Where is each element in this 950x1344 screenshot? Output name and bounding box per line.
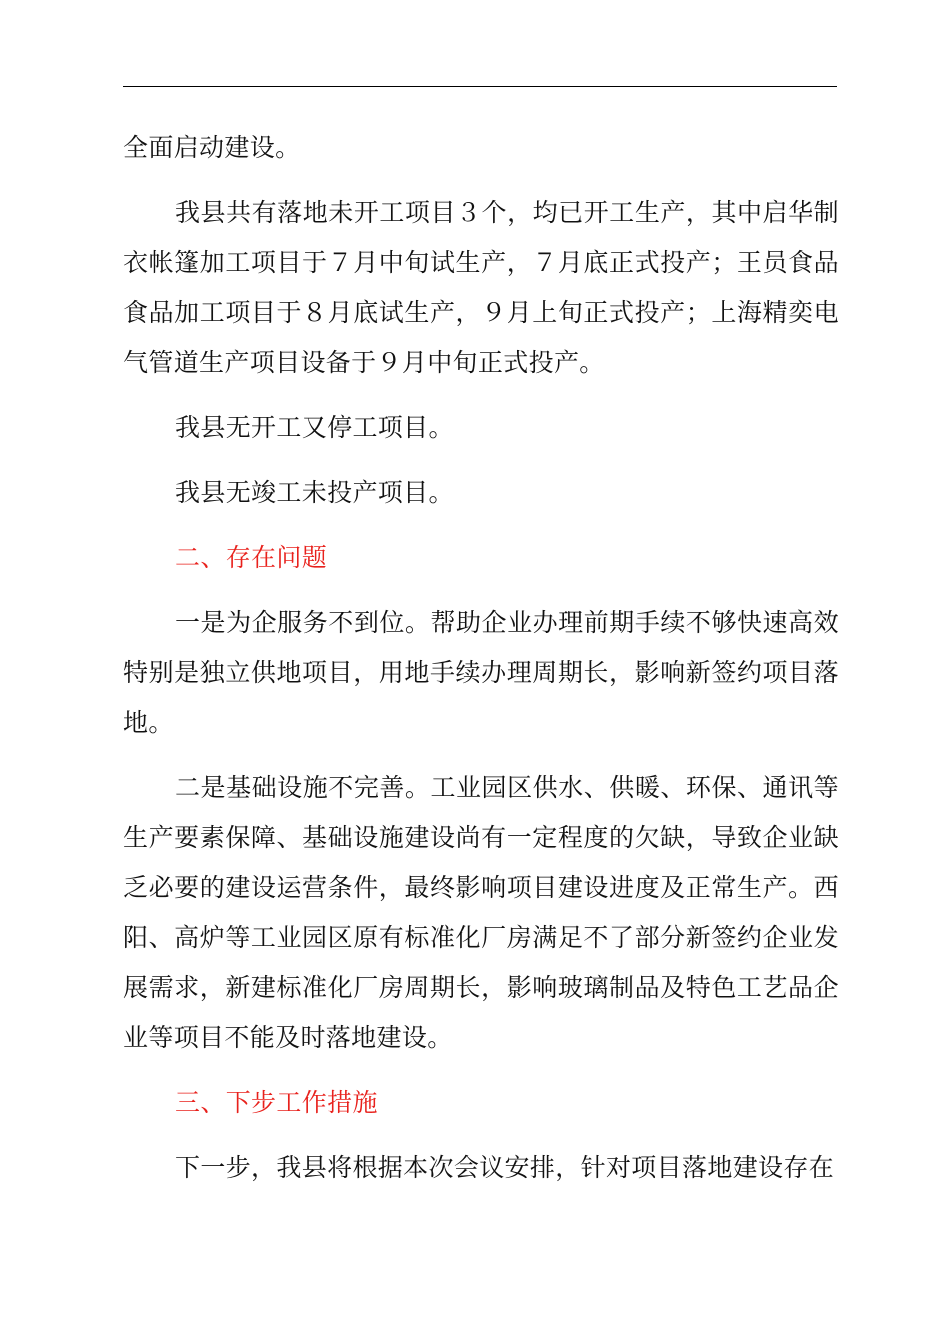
- paragraph-continuation: 全面启动建设。: [123, 133, 301, 162]
- paragraph-infrastructure-issue: 二是基础设施不完善。工业园区供水、供暖、环保、通讯等生产要素保障、基础设施建设尚有一定程度的欠缺，导致企业缺乏必要的建设运营条件，最终影响项目建设进度及正常生产。西阳、高炉等工业园区原有标准化厂房满足不了部分新签约企业发展需求，新建标准化厂房周期长，影响玻璃制品及特色工艺品企业等项目不能及时落地建设。: [123, 773, 839, 1052]
- section-heading-problems: 二、存在问题: [175, 543, 328, 572]
- header-rule: [123, 86, 837, 87]
- paragraph-service-issue: 一是为企服务不到位。帮助企业办理前期手续不够快速高效特别是独立供地项目，用地手续办理周期长，影响新签约项目落地。: [123, 608, 839, 737]
- paragraph-unstarted-projects: 我县共有落地未开工项目３个，均已开工生产，其中启华制衣帐篷加工项目于７月中旬试生产，７月底正式投产；王员食品食品加工项目于８月底试生产，９月上旬正式投产；上海精奕电气管道生产项目设备于９月中旬正式投产。: [123, 198, 839, 377]
- paragraph-no-stopped-projects: 我县无开工又停工项目。: [175, 413, 454, 442]
- paragraph-no-idle-projects: 我县无竣工未投产项目。: [175, 478, 454, 507]
- section-heading-next-steps: 三、下步工作措施: [175, 1088, 378, 1117]
- document-body: [123, 123, 839, 1193]
- paragraph-next-steps: 下一步，我县将根据本次会议安排，针对项目落地建设存在: [175, 1153, 835, 1182]
